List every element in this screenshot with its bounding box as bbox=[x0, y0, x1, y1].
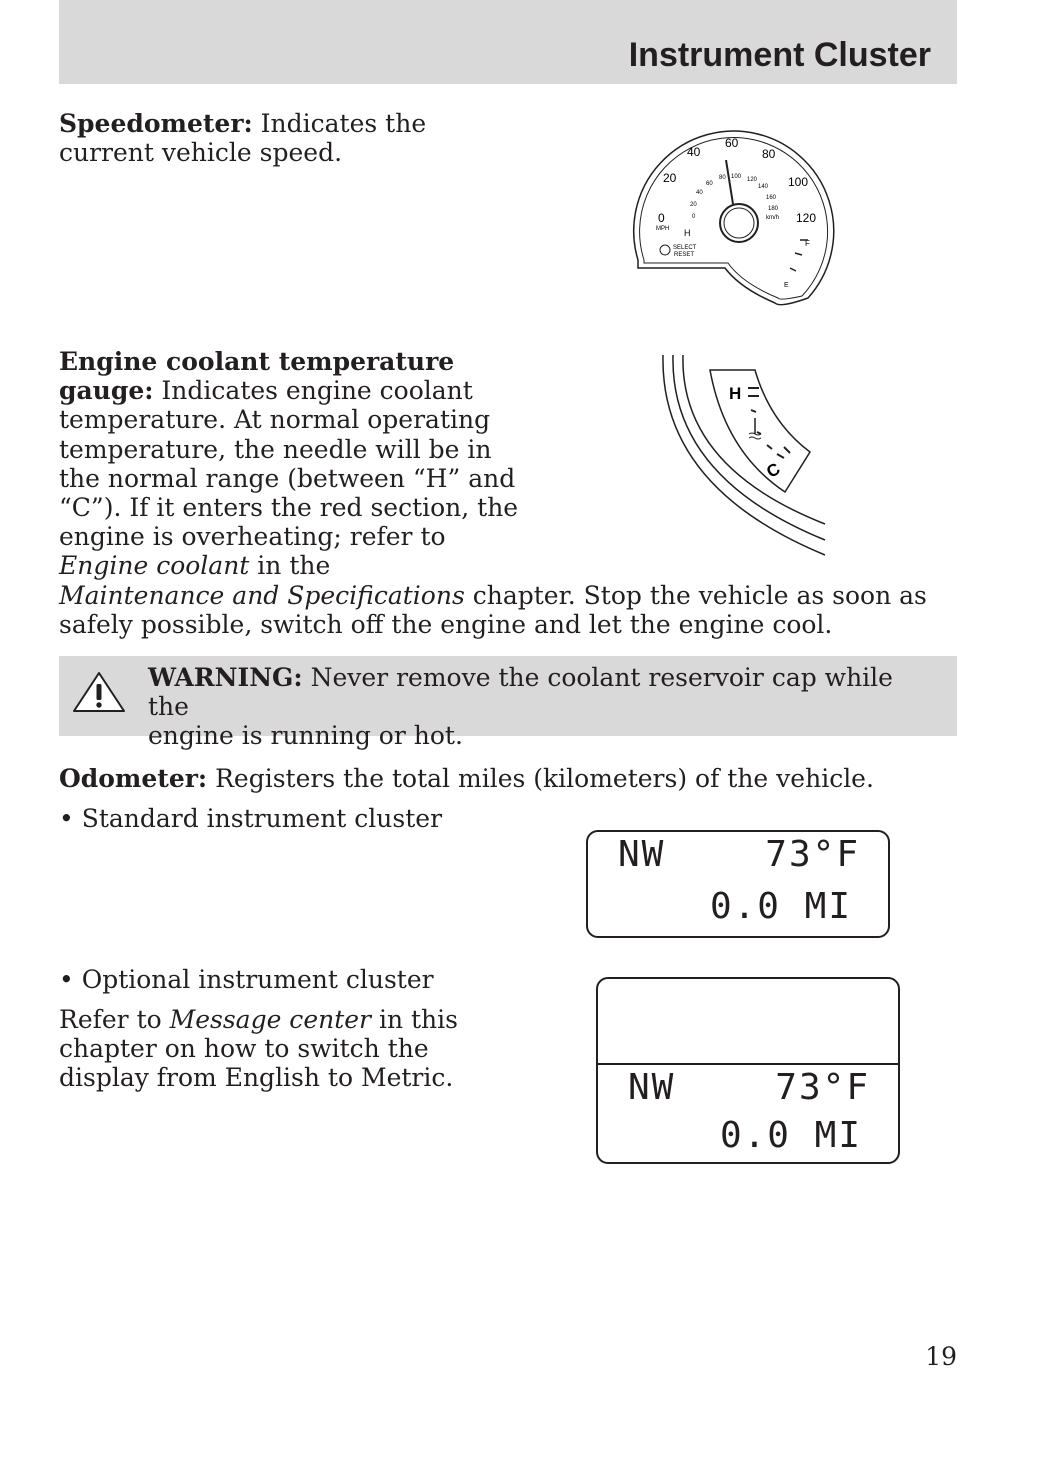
mph-unit-label: MPH bbox=[656, 226, 670, 232]
optional-cluster-display bbox=[596, 977, 900, 1164]
bullet-optional-cluster: • Optional instrument cluster bbox=[59, 965, 434, 994]
fuel-full-label: F bbox=[805, 239, 810, 248]
kmh-tick-140: 140 bbox=[758, 184, 769, 190]
kmh-tick-60: 60 bbox=[706, 181, 713, 187]
bullet-standard-cluster: • Standard instrument cluster bbox=[59, 804, 443, 833]
warning-label: WARNING: bbox=[148, 663, 303, 692]
coolant-line-6: “C”). If it enters the red section, the bbox=[59, 493, 519, 523]
coolant-line-4: temperature, the needle will be in bbox=[59, 434, 492, 464]
kmh-tick-100: 100 bbox=[731, 174, 742, 180]
speedometer-illustration bbox=[630, 118, 845, 318]
optional-temperature-readout: 73°F bbox=[775, 1067, 870, 1108]
coolant-gauge-illustration bbox=[655, 352, 830, 557]
fuel-empty-label: E bbox=[784, 282, 789, 289]
kmh-tick-80: 80 bbox=[719, 175, 726, 181]
select-reset-label-2: RESET bbox=[674, 252, 695, 258]
refer-paragraph bbox=[59, 1005, 458, 1093]
coolant-line-9-italic: Maintenance and Specifications bbox=[59, 580, 465, 610]
optional-odometer-readout: 0.0 MI bbox=[719, 1115, 862, 1156]
standard-odometer-readout: 0.0 MI bbox=[709, 886, 852, 927]
refer-text-1: Refer to bbox=[59, 1005, 170, 1034]
coolant-label-1: Engine coolant temperature bbox=[59, 347, 455, 376]
warning-text bbox=[148, 663, 938, 751]
display-divider bbox=[598, 1063, 898, 1065]
warning-box bbox=[59, 656, 957, 751]
page-number: 19 bbox=[925, 1342, 957, 1371]
warning-text-2: engine is running or hot. bbox=[148, 721, 463, 751]
kmh-unit-label: km/h bbox=[766, 215, 780, 221]
speedometer-h-label: H bbox=[684, 228, 691, 238]
speedometer-text-1: Indicates the bbox=[252, 109, 427, 138]
coolant-line-9-rest: chapter. Stop the vehicle as soon as bbox=[464, 580, 927, 610]
refer-text-2: chapter on how to switch the bbox=[59, 1034, 429, 1064]
refer-text-3: display from English to Metric. bbox=[59, 1063, 454, 1093]
coolant-line-8-rest: in the bbox=[249, 551, 331, 581]
select-reset-label-1: SELECT bbox=[673, 245, 697, 251]
speedometer-text-2: current vehicle speed. bbox=[59, 138, 343, 168]
kmh-tick-120: 120 bbox=[747, 177, 758, 183]
page-title: Instrument Cluster bbox=[628, 36, 931, 74]
kmh-tick-0: 0 bbox=[692, 214, 696, 220]
select-reset-button-icon bbox=[660, 245, 670, 255]
standard-temperature-readout: 73°F bbox=[765, 834, 860, 875]
mph-tick-120: 120 bbox=[796, 211, 817, 225]
odometer-text: Registers the total miles (kilometers) of the vehicle. bbox=[207, 764, 874, 793]
kmh-tick-40: 40 bbox=[696, 190, 703, 196]
coolant-gauge-c-label: C bbox=[763, 459, 784, 482]
kmh-tick-180: 180 bbox=[768, 206, 779, 212]
coolant-line-5: the normal range (between “H” and bbox=[59, 463, 516, 493]
standard-cluster-display bbox=[586, 830, 890, 938]
standard-compass-readout: NW bbox=[618, 834, 666, 875]
coolant-line-3: temperature. At normal operating bbox=[59, 405, 491, 435]
mph-tick-40: 40 bbox=[687, 145, 701, 159]
speedometer-paragraph bbox=[59, 109, 426, 167]
page-header bbox=[59, 0, 957, 84]
coolant-line-10: safely possible, switch off the engine and let the engine cool. bbox=[59, 609, 833, 639]
mph-tick-20: 20 bbox=[663, 171, 677, 185]
refer-text-1-rest: in this bbox=[371, 1005, 458, 1034]
coolant-line-8-italic: Engine coolant bbox=[59, 551, 250, 581]
coolant-line-7: engine is overheating; refer to bbox=[59, 522, 446, 552]
refer-text-1-italic: Message center bbox=[169, 1005, 372, 1034]
mph-tick-60: 60 bbox=[725, 136, 739, 150]
coolant-line-2: Indicates engine coolant bbox=[153, 376, 473, 406]
warning-text-1: Never remove the coolant reservoir cap while the bbox=[148, 663, 893, 722]
mph-tick-100: 100 bbox=[788, 175, 809, 189]
optional-compass-readout: NW bbox=[628, 1067, 676, 1108]
coolant-gauge-h-label: H bbox=[729, 384, 742, 403]
kmh-tick-160: 160 bbox=[766, 195, 777, 201]
coolant-label-2: gauge: bbox=[59, 376, 154, 406]
kmh-tick-20: 20 bbox=[690, 202, 697, 208]
mph-tick-0: 0 bbox=[658, 211, 665, 225]
odometer-paragraph bbox=[59, 764, 874, 793]
warning-triangle-icon bbox=[71, 670, 127, 714]
mph-tick-80: 80 bbox=[762, 147, 776, 161]
odometer-label: Odometer: bbox=[59, 764, 208, 793]
speedometer-label: Speedometer: bbox=[59, 109, 253, 138]
